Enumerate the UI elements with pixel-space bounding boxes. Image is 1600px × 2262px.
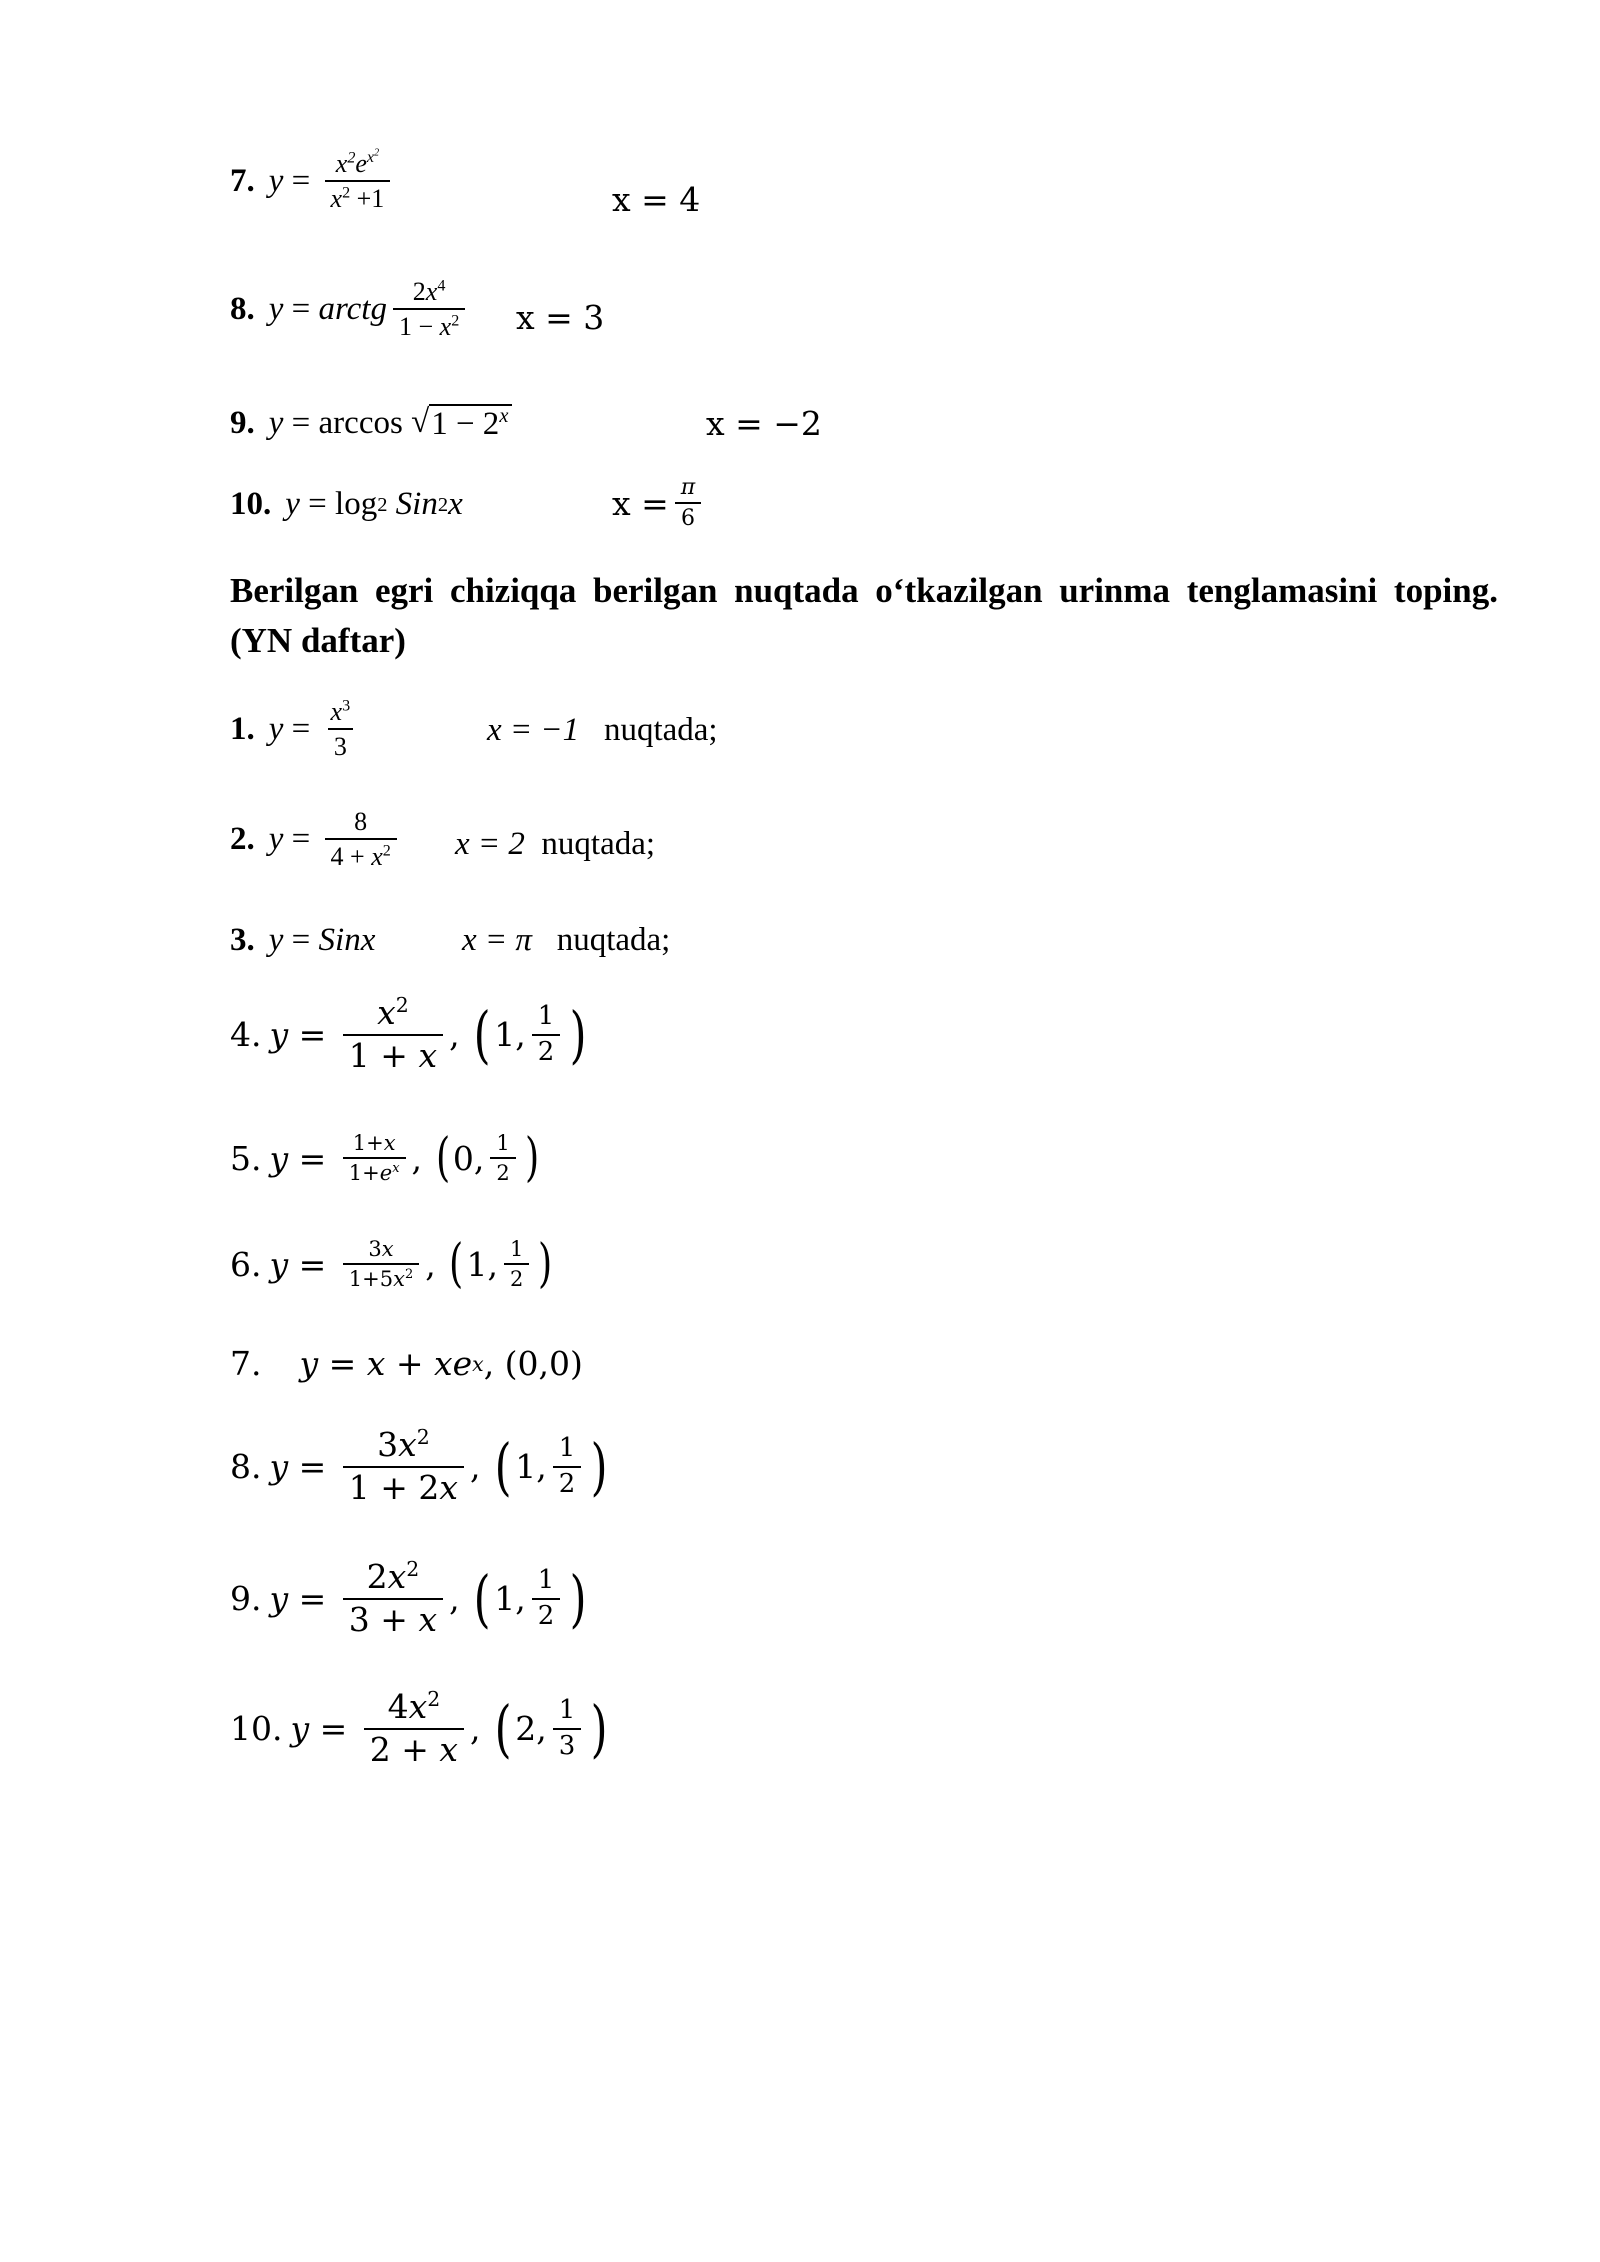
task-10-function: 10. y = $\frac{4x^2}{2 + x}$ , ( 2, $\frac{1}{3}$ ) — [230, 1687, 608, 1769]
item-number: 7. — [230, 162, 255, 199]
fraction: $\frac{x^3}{3}$ — [325, 698, 357, 761]
task-1-function: 1. y = $\frac{x^3}{3}$ — [230, 698, 362, 761]
fraction: $\frac{3x}{1+5x^2}$ — [343, 1238, 419, 1290]
item-10-function: 10. y = log 2 Sin 2 x — [230, 486, 463, 522]
task-7-function: 7. y = x + xe x , (0,0) — [230, 1344, 583, 1383]
fraction: $\frac{4x^2}{2 + x}$ — [364, 1690, 464, 1767]
task-8-function: 8. y = $\frac{3x^2}{1 + 2x}$ , ( 1, $\frac{1}{2}$ ) — [230, 1425, 608, 1507]
function-name: arctg — [318, 290, 387, 327]
square-root: √ $1 - 2^x$ — [411, 404, 512, 443]
item-9-function: 9. y = arccos √ $1 - 2^x$ — [230, 404, 512, 443]
task-2-function: 2. y = $\frac{8}{4 + x^2}$ — [230, 808, 403, 871]
fraction: $\frac{2x^2}{3 + x}$ — [343, 1560, 443, 1637]
item-7-function: 7. y = $\frac{x^2e^{x^2}}{x^2 +1}$ — [230, 150, 396, 213]
function-name: arccos — [318, 405, 403, 441]
item-number: 9. — [230, 405, 255, 441]
task-3-function: 3. y = Sinx — [230, 922, 376, 958]
fraction: $\frac{2x^4}{1 - x^2}$ — [393, 278, 465, 341]
section-heading: Berilgan egri chiziqqa berilgan nuqtada o‘tkazilgan urinma tenglamasini toping. (YN daftar) — [230, 571, 1498, 660]
fraction: $\frac{x^2}{1 + x}$ — [343, 996, 443, 1073]
task-6-function: 6. y = $\frac{3x}{1+5x^2}$ , ( 1, $\frac{1}{2}$ ) — [230, 1234, 553, 1295]
math-y: y — [268, 162, 284, 199]
task-4-function: 4. y = $\frac{x^2}{1 + x}$ , ( 1, $\frac{1}{2}$ ) — [230, 993, 587, 1075]
item-number: 8. — [230, 290, 255, 327]
fraction: $\frac{3x^2}{1 + 2x}$ — [343, 1428, 464, 1505]
fraction: $\frac{1+x}{1+e^x}$ — [343, 1132, 406, 1184]
item-9-point: x = −2 — [706, 404, 822, 443]
task-1-condition: x = −1 nuqtada; — [487, 712, 718, 748]
fraction-pi-6: $\frac{\pi}{6}$ — [675, 476, 701, 530]
fraction: $\frac{x^2e^{x^2}}{x^2 +1}$ — [325, 150, 391, 213]
task-9-function: 9. y = $\frac{2x^2}{3 + x}$ , ( 1, $\frac{1}{2}$ ) — [230, 1557, 587, 1639]
item-8-function: 8. y = arctg $\frac{2x^4}{1 - x^2}$ — [230, 278, 471, 341]
item-8-point: x = 3 — [516, 298, 605, 337]
item-10-point: x = $\frac{\pi}{6}$ — [612, 476, 707, 530]
fraction: $\frac{8}{4 + x^2}$ — [325, 808, 397, 871]
task-2-condition: x = 2 nuqtada; — [455, 826, 656, 862]
item-number: 10. — [230, 486, 272, 522]
task-3-condition: x = π nuqtada; — [462, 922, 671, 958]
item-7-point: x = 4 — [612, 180, 701, 219]
task-5-function: 5. y = $\frac{1+x}{1+e^x}$ , ( 0, $\frac{1}{2}$ ) — [230, 1128, 539, 1189]
